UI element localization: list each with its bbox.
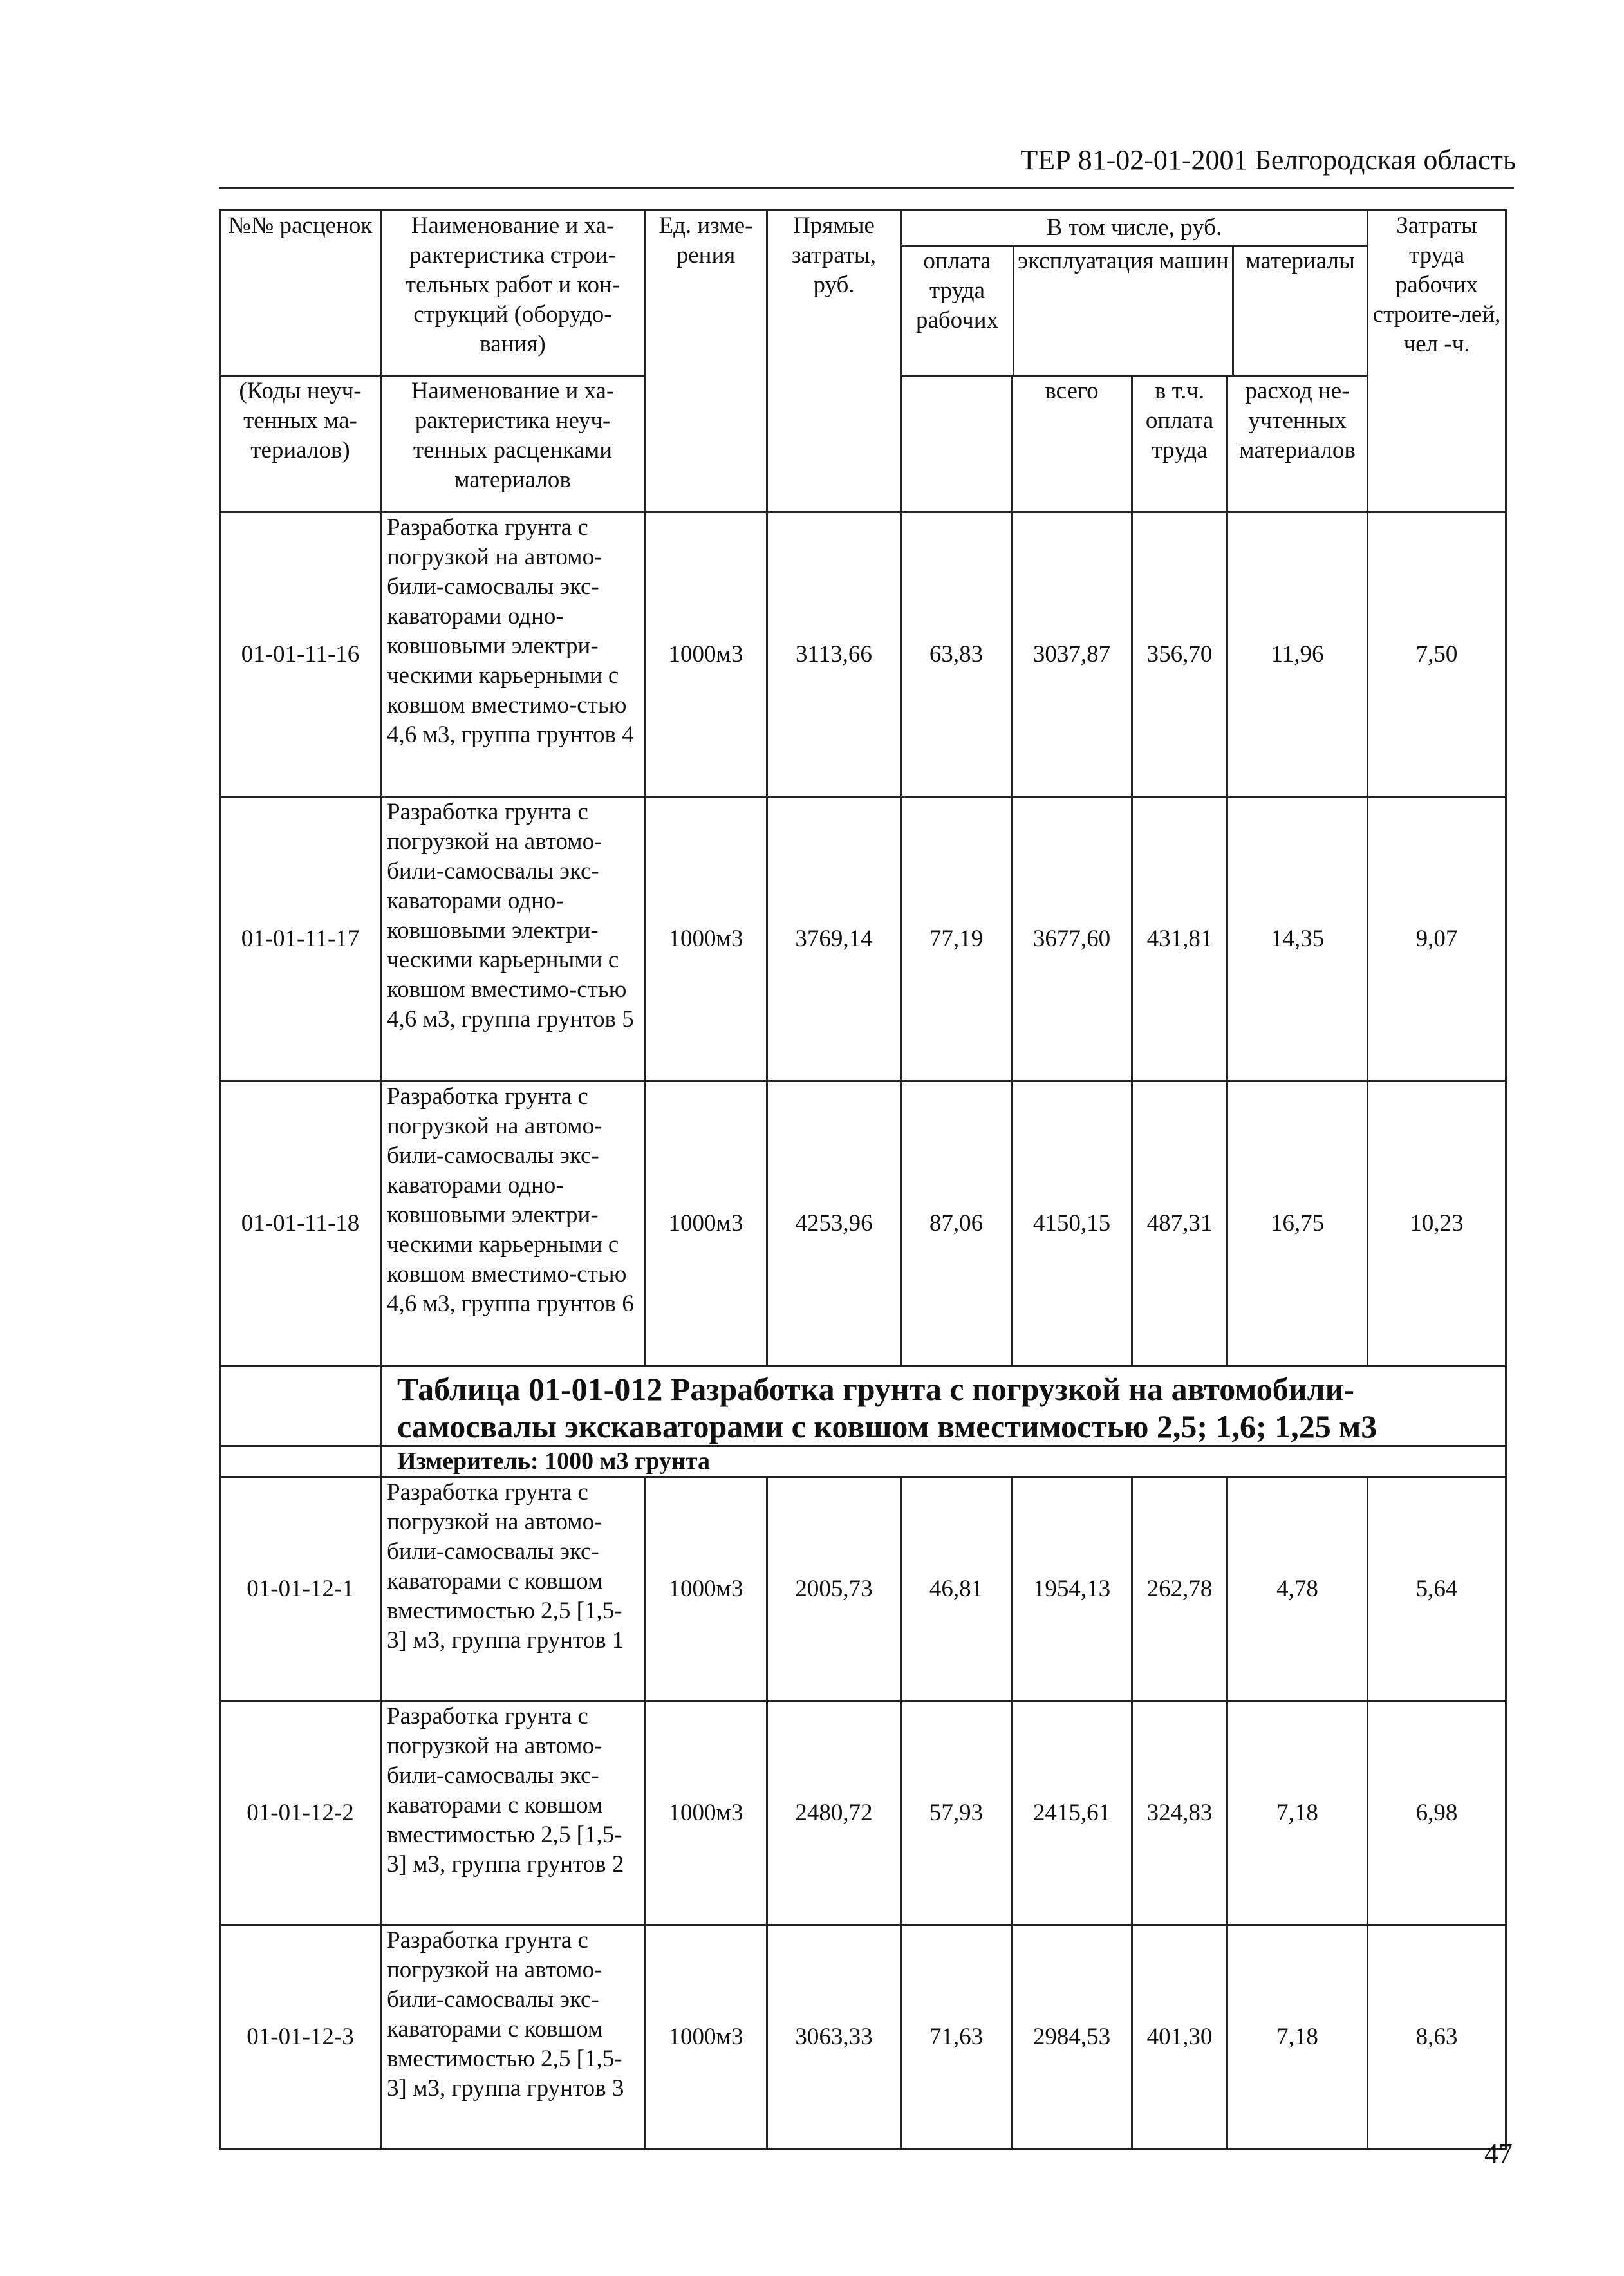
labor-cost-cell: 77,19 — [901, 797, 1012, 1081]
labor-hours-cell: 8,63 — [1368, 1925, 1506, 2149]
labor-cost-cell: 71,63 — [901, 1925, 1012, 2149]
col-direct-cost-header: Прямые затраты, руб. — [767, 210, 901, 512]
page-number: 47 — [1484, 2138, 1513, 2169]
direct-cost-cell: 3113,66 — [767, 512, 901, 797]
table-row — [220, 1701, 1506, 1925]
col-machines-header: эксплуатация машин — [1014, 247, 1234, 375]
materials-cell: 4,78 — [1227, 1477, 1368, 1701]
labor-cost-cell: 87,06 — [901, 1081, 1012, 1366]
labor-cost-cell: 57,93 — [901, 1701, 1012, 1925]
direct-cost-cell: 2005,73 — [767, 1477, 901, 1701]
rate-code: 01-01-12-1 — [220, 1477, 381, 1701]
labor-hours-cell: 10,23 — [1368, 1081, 1506, 1366]
machines-cost-cell: 3677,60 — [1012, 797, 1132, 1081]
machines-cost-cell: 3037,87 — [1012, 512, 1132, 797]
col-labor-subheader-blank — [901, 376, 1012, 512]
col-name-subheader: Наименование и ха-рактеристика неуч-тенных расценками материалов — [381, 376, 645, 512]
rate-description: Разработка грунта с погрузкой на автомо-били-самосвалы экс-каваторами одно-ковшовыми электри-ческими карьерными с ковшом вместимо-стью 4,6 м3, группа грунтов 4 — [381, 512, 645, 797]
materials-cell: 16,75 — [1227, 1081, 1368, 1366]
rate-description: Разработка грунта с погрузкой на автомо-били-самосвалы экс-каваторами с ковшом вместимостью 2,5 [1,5-3] м3, группа грунтов 3 — [381, 1925, 645, 2149]
labor-hours-cell: 9,07 — [1368, 797, 1506, 1081]
col-materials-header: материалы — [1246, 248, 1355, 274]
materials-cell: 14,35 — [1227, 797, 1368, 1081]
direct-cost-cell: 4253,96 — [767, 1081, 901, 1366]
table-title: Таблица 01-01-012 Разработка грунта с погрузкой на автомобили-самосвалы экскаваторами с ковшом вместимостью 2,5; 1,6; 1,25 м3 — [381, 1366, 1506, 1446]
meter-label: Измеритель: 1000 м3 грунта — [381, 1446, 1506, 1477]
materials-cell: 7,18 — [1227, 1701, 1368, 1925]
col-machine-labor-header: в т.ч. оплата труда — [1132, 376, 1227, 512]
col-code-subheader: (Коды неуч-тенных ма-териалов) — [220, 376, 381, 512]
labor-cost-cell: 46,81 — [901, 1477, 1012, 1701]
direct-cost-cell: 3063,33 — [767, 1925, 901, 2149]
unit-cell: 1000м3 — [645, 1701, 767, 1925]
unit-cell: 1000м3 — [645, 1081, 767, 1366]
machines-cost-cell: 2984,53 — [1012, 1925, 1132, 2149]
unit-cell: 1000м3 — [645, 1925, 767, 2149]
direct-cost-cell: 3769,14 — [767, 797, 901, 1081]
unit-cell: 1000м3 — [645, 1477, 767, 1701]
estimates-table — [219, 209, 1507, 2150]
machines-cost-cell: 2415,61 — [1012, 1701, 1132, 1925]
unit-cell: 1000м3 — [645, 797, 767, 1081]
group-header: В том числе, руб. — [902, 211, 1367, 247]
rate-description: Разработка грунта с погрузкой на автомо-били-самосвалы экс-каваторами с ковшом вместимостью 2,5 [1,5-3] м3, группа грунтов 2 — [381, 1701, 645, 1925]
rate-description: Разработка грунта с погрузкой на автомо-били-самосвалы экс-каваторами одно-ковшовыми электри-ческими карьерными с ковшом вместимо-стью 4,6 м3, группа грунтов 5 — [381, 797, 645, 1081]
labor-hours-cell: 6,98 — [1368, 1701, 1506, 1925]
col-unit-header: Ед. изме-рения — [645, 210, 767, 512]
page-header-title: ТЕР 81-02-01-2001 Белгородская область — [1020, 144, 1516, 176]
unit-cell: 1000м3 — [645, 512, 767, 797]
table-row — [220, 1081, 1506, 1366]
col-code-header: №№ расценок — [220, 210, 381, 376]
direct-cost-cell: 2480,72 — [767, 1701, 901, 1925]
machine-labor-cell: 324,83 — [1132, 1701, 1227, 1925]
materials-cell: 7,18 — [1227, 1925, 1368, 2149]
machines-cost-cell: 1954,13 — [1012, 1477, 1132, 1701]
machine-labor-cell: 401,30 — [1132, 1925, 1227, 2149]
table-row — [220, 1925, 1506, 2149]
col-name-header: Наименование и ха-рактеристика строи-тельных работ и кон-струкций (оборудо-вания) — [381, 210, 645, 376]
machines-cost-cell: 4150,15 — [1012, 1081, 1132, 1366]
header-rule — [219, 187, 1514, 189]
machine-labor-cell: 262,78 — [1132, 1477, 1227, 1701]
table-row — [220, 797, 1506, 1081]
rate-description: Разработка грунта с погрузкой на автомо-били-самосвалы экс-каваторами одно-ковшовыми электри-ческими карьерными с ковшом вместимо-стью 4,6 м3, группа грунтов 6 — [381, 1081, 645, 1366]
rate-code: 01-01-11-16 — [220, 512, 381, 797]
col-machines-total-header: всего — [1012, 376, 1132, 512]
machine-labor-cell: 356,70 — [1132, 512, 1227, 797]
machine-labor-cell: 487,31 — [1132, 1081, 1227, 1366]
table-row — [220, 1477, 1506, 1701]
labor-hours-cell: 5,64 — [1368, 1477, 1506, 1701]
col-unaccounted-materials-header: расход не-учтенных материалов — [1227, 376, 1368, 512]
col-labor-hours-header: Затраты труда рабочих строите-лей, чел -ч. — [1368, 210, 1506, 512]
header-row-top — [220, 210, 1506, 376]
rate-code: 01-01-12-3 — [220, 1925, 381, 2149]
table-title-row — [220, 1366, 1506, 1446]
labor-hours-cell: 7,50 — [1368, 512, 1506, 797]
meter-row — [220, 1446, 1506, 1477]
col-labor-header: оплата труда рабочих — [902, 247, 1014, 375]
materials-cell: 11,96 — [1227, 512, 1368, 797]
rate-description: Разработка грунта с погрузкой на автомо-били-самосвалы экс-каваторами с ковшом вместимостью 2,5 [1,5-3] м3, группа грунтов 1 — [381, 1477, 645, 1701]
labor-cost-cell: 63,83 — [901, 512, 1012, 797]
machine-labor-cell: 431,81 — [1132, 797, 1227, 1081]
rate-code: 01-01-11-17 — [220, 797, 381, 1081]
rate-code: 01-01-11-18 — [220, 1081, 381, 1366]
table-row — [220, 512, 1506, 797]
rate-code: 01-01-12-2 — [220, 1701, 381, 1925]
